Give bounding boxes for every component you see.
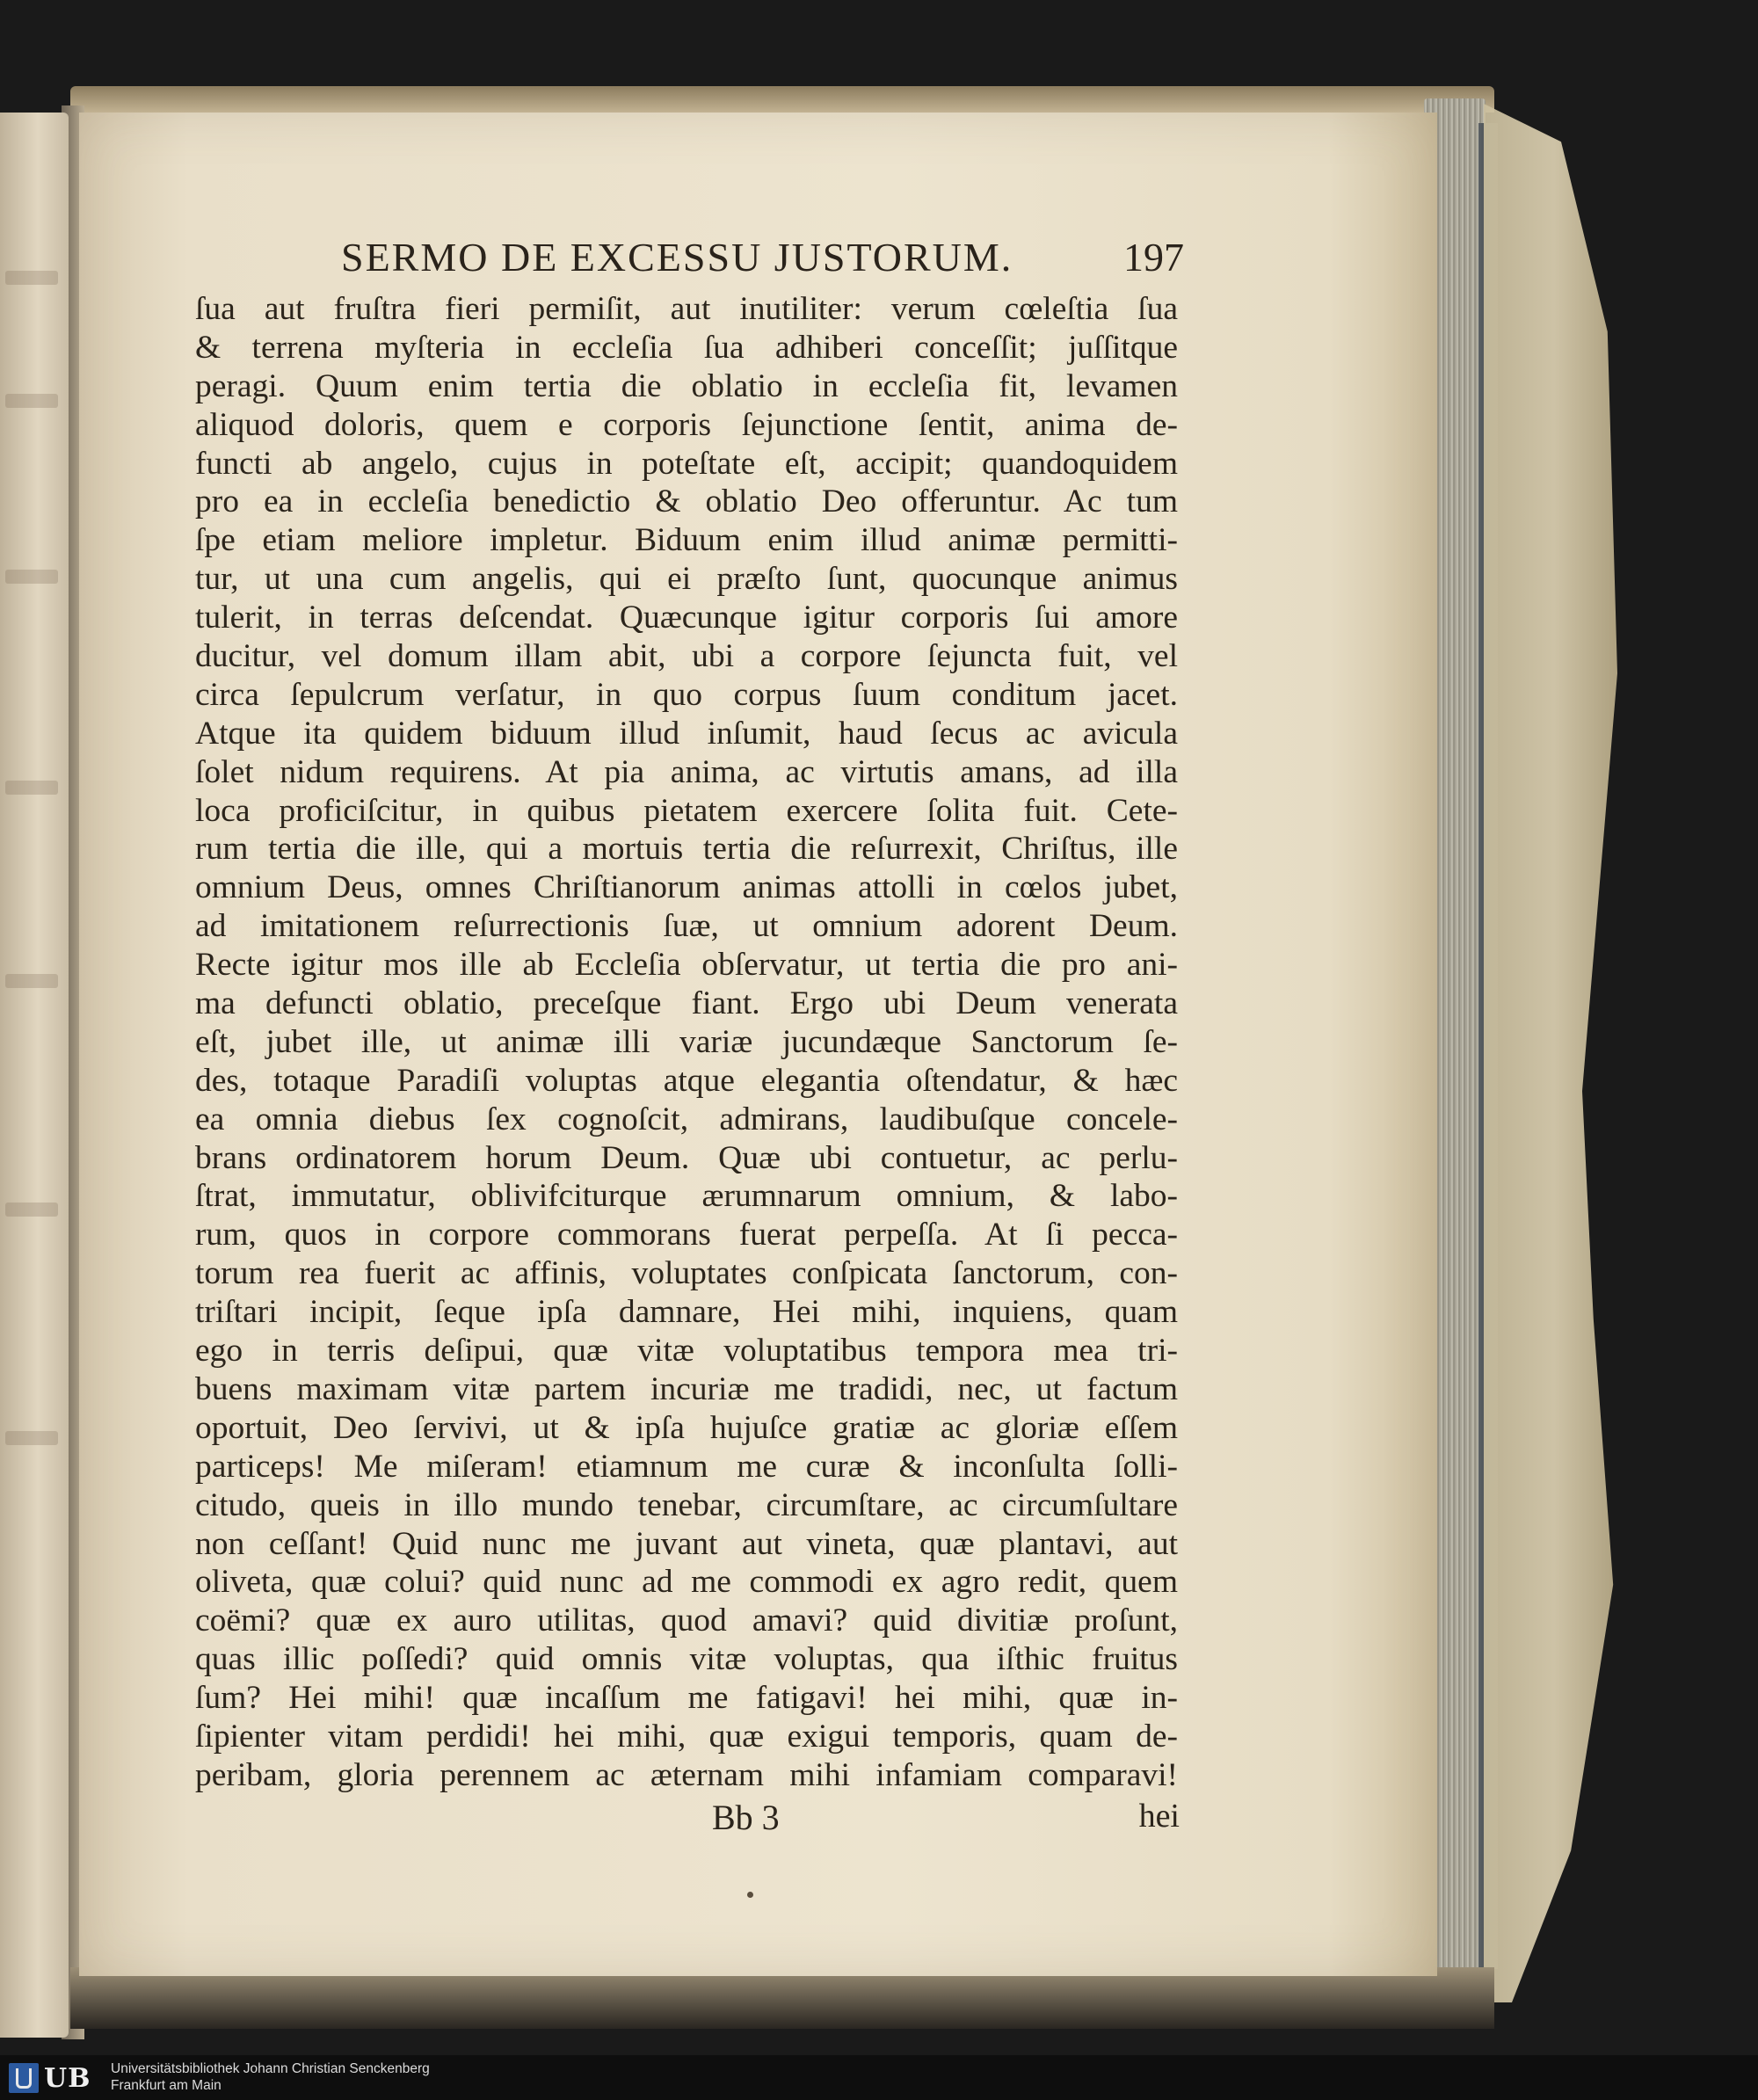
text-line: ea omnia diebus ſex cognoſcit, admirans, laudibuſque concele- — [195, 1101, 1178, 1137]
library-footer — [0, 2055, 1758, 2100]
left-page-edge — [0, 113, 69, 2038]
page-number: 197 — [1123, 235, 1184, 280]
text-line: torum rea fuerit ac affinis, voluptates conſpicata ſanctorum, con- — [195, 1255, 1178, 1292]
text-line: oportuit, Deo ſervivi, ut & ipſa hujuſce gratiæ ac gloriæ eſſem — [195, 1409, 1178, 1446]
text-line: brans ordinatorem horum Deum. Quæ ubi contuetur, ac perlu- — [195, 1139, 1178, 1176]
ub-logo-icon — [9, 2063, 39, 2093]
text-line: circa ſepulcrum verſatur, in quo corpus ſuum conditum jacet. — [195, 676, 1178, 713]
text-line: rum, quos in corpore commorans fuerat perpeſſa. At ſi pecca- — [195, 1217, 1178, 1253]
text-line: oliveta, quæ colui? quid nunc ad me commodi ex agro redit, quem — [195, 1564, 1178, 1601]
text-line: ma defuncti oblatio, preceſque fiant. Ergo ubi Deum venerata — [195, 985, 1178, 1022]
bleed-through-mark — [5, 271, 58, 285]
text-line: eſt, jubet ille, ut animæ illi variæ jucundæque Sanctorum ſe- — [195, 1023, 1178, 1060]
ink-dot — [747, 1892, 753, 1898]
text-line: tulerit, in terras deſcendat. Quæcunque igitur corporis ſui amore — [195, 599, 1178, 636]
text-line: omnium Deus, omnes Chriſtianorum animas attolli in cœlos jubet, — [195, 869, 1178, 906]
text-line: ſpe etiam meliore impletur. Biduum enim illud animæ permitti- — [195, 522, 1178, 559]
body-text — [195, 290, 1178, 1795]
ub-logo[interactable] — [9, 2062, 104, 2094]
book-bottom-shadow — [70, 1967, 1494, 2029]
bleed-through-mark — [5, 974, 58, 988]
text-line: ad imitationem reſurrectionis ſuæ, ut omnium adorent Deum. — [195, 908, 1178, 945]
ub-logo-text: UB — [44, 2062, 91, 2094]
text-line: peribam, gloria perennem ac æternam mihi infamiam comparavi! — [195, 1756, 1178, 1793]
text-line: ducitur, vel domum illam abit, ubi a corpore ſejuncta fuit, vel — [195, 638, 1178, 675]
text-line: tur, ut una cum angelis, qui ei præſto ſunt, quocunque animus — [195, 561, 1178, 598]
text-line: rum tertia die ille, qui a mortuis tertia die reſurrexit, Chriſtus, ille — [195, 831, 1178, 868]
text-line: peragi. Quum enim tertia die oblatio in eccleſia fit, levamen — [195, 367, 1178, 404]
signature-mark: Bb 3 — [712, 1798, 780, 1837]
loose-flyleaf — [1484, 104, 1624, 2002]
institution-name — [111, 2060, 726, 2096]
text-line: loca proficiſcitur, in quibus pietatem exercere ſolita fuit. Cete- — [195, 792, 1178, 829]
text-line: quas illic poſſedi? quid omnis vitæ voluptas, qua iſthic fruitus — [195, 1641, 1178, 1678]
text-line: coëmi? quæ ex auro utilitas, quod amavi? quid divitiæ proſunt, — [195, 1602, 1178, 1639]
text-line: ſolet nidum requirens. At pia anima, ac virtutis amans, ad illa — [195, 753, 1178, 790]
text-line: des, totaque Paradiſi voluptas atque elegantia oſtendatur, & hæc — [195, 1062, 1178, 1099]
text-line: ego in terris deſipui, quæ vitæ voluptatibus tempora mea tri- — [195, 1333, 1178, 1370]
running-head: SERMO DE EXCESSU JUSTORUM. — [341, 235, 1013, 280]
text-line: non ceſſant! Quid nunc me juvant aut vineta, quæ plantavi, aut — [195, 1525, 1178, 1562]
text-line: triſtari incipit, ſeque ipſa damnare, Hei mihi, inquiens, quam — [195, 1294, 1178, 1331]
text-line: Atque ita quidem biduum illud inſumit, haud ſecus ac avicula — [195, 715, 1178, 752]
text-line: Recte igitur mos ille ab Eccleſia obſervatur, ut tertia die pro ani- — [195, 947, 1178, 984]
text-line: citudo, queis in illo mundo tenebar, circumſtare, ac circumſultare — [195, 1486, 1178, 1523]
bleed-through-mark — [5, 394, 58, 408]
text-line: ſipienter vitam perdidi! hei mihi, quæ exigui temporis, quam de- — [195, 1718, 1178, 1755]
text-line: ſtrat, immutatur, oblivifciturque ærumnarum omnium, & labo- — [195, 1178, 1178, 1215]
institution-line: Frankfurt am Main — [111, 2078, 222, 2093]
bleed-through-mark — [5, 1431, 58, 1445]
text-line: pro ea in eccleſia benedictio & oblatio Deo offeruntur. Ac tum — [195, 483, 1178, 520]
bleed-through-mark — [5, 570, 58, 584]
catchword: hei — [1138, 1798, 1180, 1835]
text-line: particeps! Me miſeram! etiamnum me curæ & inconſulta ſolli- — [195, 1448, 1178, 1485]
bleed-through-mark — [5, 1203, 58, 1217]
bleed-through-mark — [5, 781, 58, 795]
text-line: functi ab angelo, cujus in poteſtate eſt, accipit; quandoquidem — [195, 445, 1178, 482]
text-line: aliquod doloris, quem e corporis ſejunctione ſentit, anima de- — [195, 406, 1178, 443]
institution-line: Universitätsbibliothek Johann Christian Senckenberg — [111, 2061, 430, 2076]
book-cover-top — [70, 86, 1494, 113]
text-line: buens maximam vitæ partem incuriæ me tradidi, nec, ut factum — [195, 1370, 1178, 1407]
text-line: & terrena myſteria in eccleſia ſua adhiberi conceſſit; juſſitque — [195, 329, 1178, 366]
text-line: ſum? Hei mihi! quæ incaſſum me fatigavi! hei mihi, quæ in- — [195, 1680, 1178, 1717]
text-line: ſua aut fruſtra fieri permiſit, aut inutiliter: verum cœleſtia ſua — [195, 291, 1178, 327]
